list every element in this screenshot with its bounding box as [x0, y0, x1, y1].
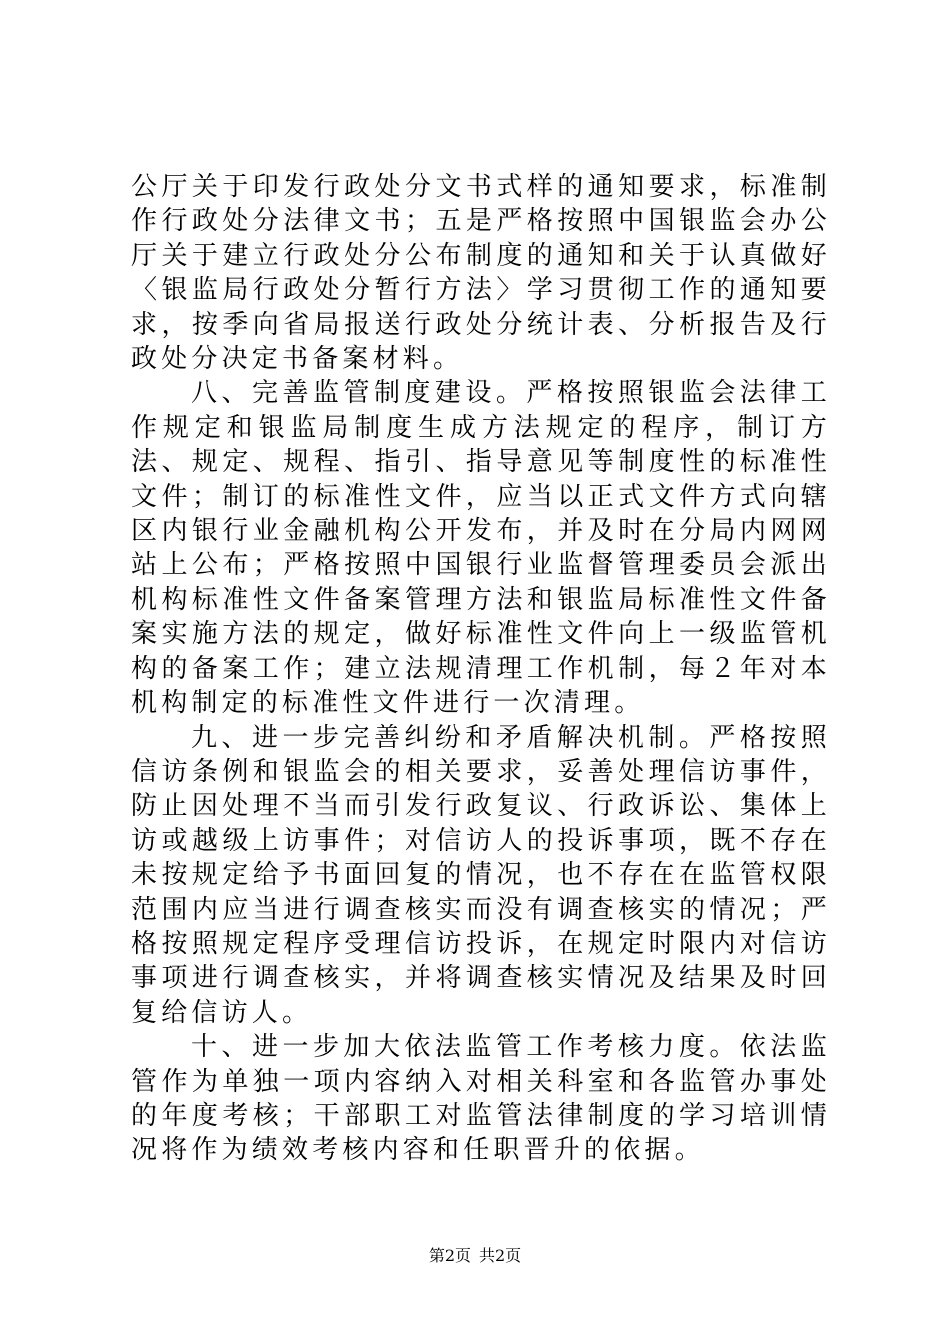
document-body [131, 170, 831, 1168]
paragraph-section-9: 九、进一步完善纠纷和矛盾解决机制。严格按照信访条例和银监会的相关要求，妥善处理信访事件，防止因处理不当而引发行政复议、行政诉讼、集体上访或越级上访事件；对信访人的投诉事项，既不存在未按规定给予书面回复的情况，也不存在在监管权限范围内应当进行调查核实而没有调查核实的情况；严格按照规定程序受理信访投诉，在规定时限内对信访事项进行调查核实，并将调查核实情况及结果及时回复给信访人。 [131, 722, 831, 1028]
paragraph-section-10: 十、进一步加大依法监管工作考核力度。依法监管作为单独一项内容纳入对相关科室和各监管办事处的年度考核；干部职工对监管法律制度的学习培训情况将作为绩效考核内容和任职晋升的依据。 [131, 1032, 831, 1166]
page-number: 第2页 [428, 1246, 471, 1265]
paragraph-continuation: 公厅关于印发行政处分文书式样的通知要求，标准制作行政处分法律文书；五是严格按照中国银监会办公厅关于建立行政处分公布制度的通知和关于认真做好〈银监局行政处分暂行方法〉学习贯彻工作的通知要求，按季向省局报送行政处分统计表、分析报告及行政处分决定书备案材料。 [131, 172, 831, 375]
page-total: 共2页 [479, 1246, 522, 1265]
page-footer [0, 1246, 950, 1266]
paragraph-section-8: 八、完善监管制度建设。严格按照银监会法律工作规定和银监局制度生成方法规定的程序，制订方法、规定、规程、指引、指导意见等制度性的标准性文件；制订的标准性文件，应当以正式文件方式向辖区内银行业金融机构公开发布，并及时在分局内网网站上公布；严格按照中国银行业监督管理委员会派出机构标准性文件备案管理方法和银监局标准性文件备案实施方法的规定，做好标准性文件向上一级监管机构的备案工作；建立法规清理工作机制，每２年对本机构制定的标准性文件进行一次清理。 [131, 378, 831, 719]
